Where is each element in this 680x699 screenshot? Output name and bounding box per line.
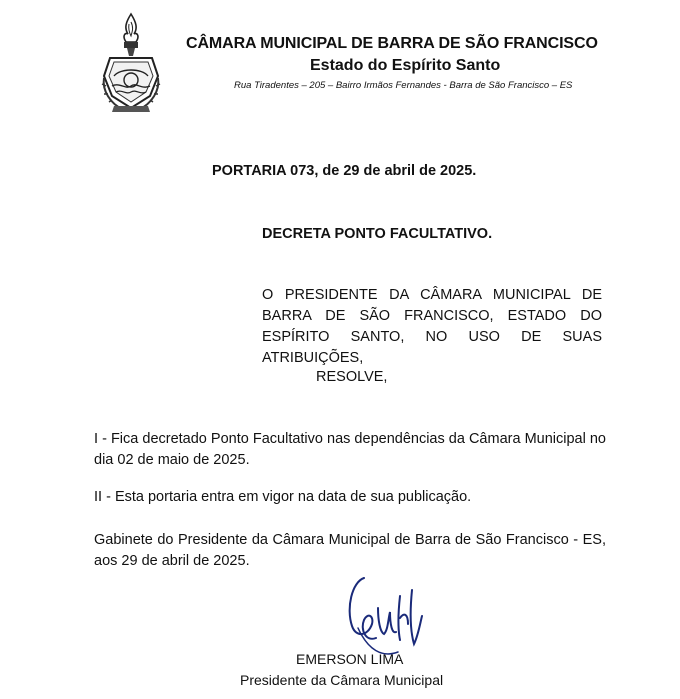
article-2: II - Esta portaria entra em vigor na data de sua publicação. bbox=[94, 489, 472, 505]
signatory-role: Presidente da Câmara Municipal bbox=[240, 672, 444, 688]
closing-paragraph: Gabinete do Presidente da Câmara Municipal de Barra de São Francisco - ES, aos 29 de abril de 2025. bbox=[94, 532, 606, 569]
municipal-coat-of-arms-icon bbox=[100, 12, 162, 114]
document-preamble: O PRESIDENTE DA CÂMARA MUNICIPAL DE BARRA DE SÃO FRANCISCO, ESTADO DO ESPÍRITO SANTO, NO USO DE SUAS ATRIBUIÇÕES, bbox=[262, 287, 602, 366]
institution-address: Rua Tiradentes – 205 – Bairro Irmãos Fernandes - Barra de São Francisco – ES bbox=[234, 80, 573, 91]
resolve-statement: RESOLVE, bbox=[316, 369, 388, 385]
document-summary: DECRETA PONTO FACULTATIVO. bbox=[262, 226, 493, 242]
state-name: Estado do Espírito Santo bbox=[310, 57, 501, 74]
document-heading: PORTARIA 073, de 29 de abril de 2025. bbox=[212, 163, 477, 179]
signatory-name: EMERSON LIMA bbox=[296, 651, 404, 667]
institution-name: CÂMARA MUNICIPAL DE BARRA DE SÃO FRANCISCO bbox=[186, 35, 598, 52]
article-1: I - Fica decretado Ponto Facultativo nas dependências da Câmara Municipal no dia 02 de maio de 2025. bbox=[94, 431, 606, 468]
